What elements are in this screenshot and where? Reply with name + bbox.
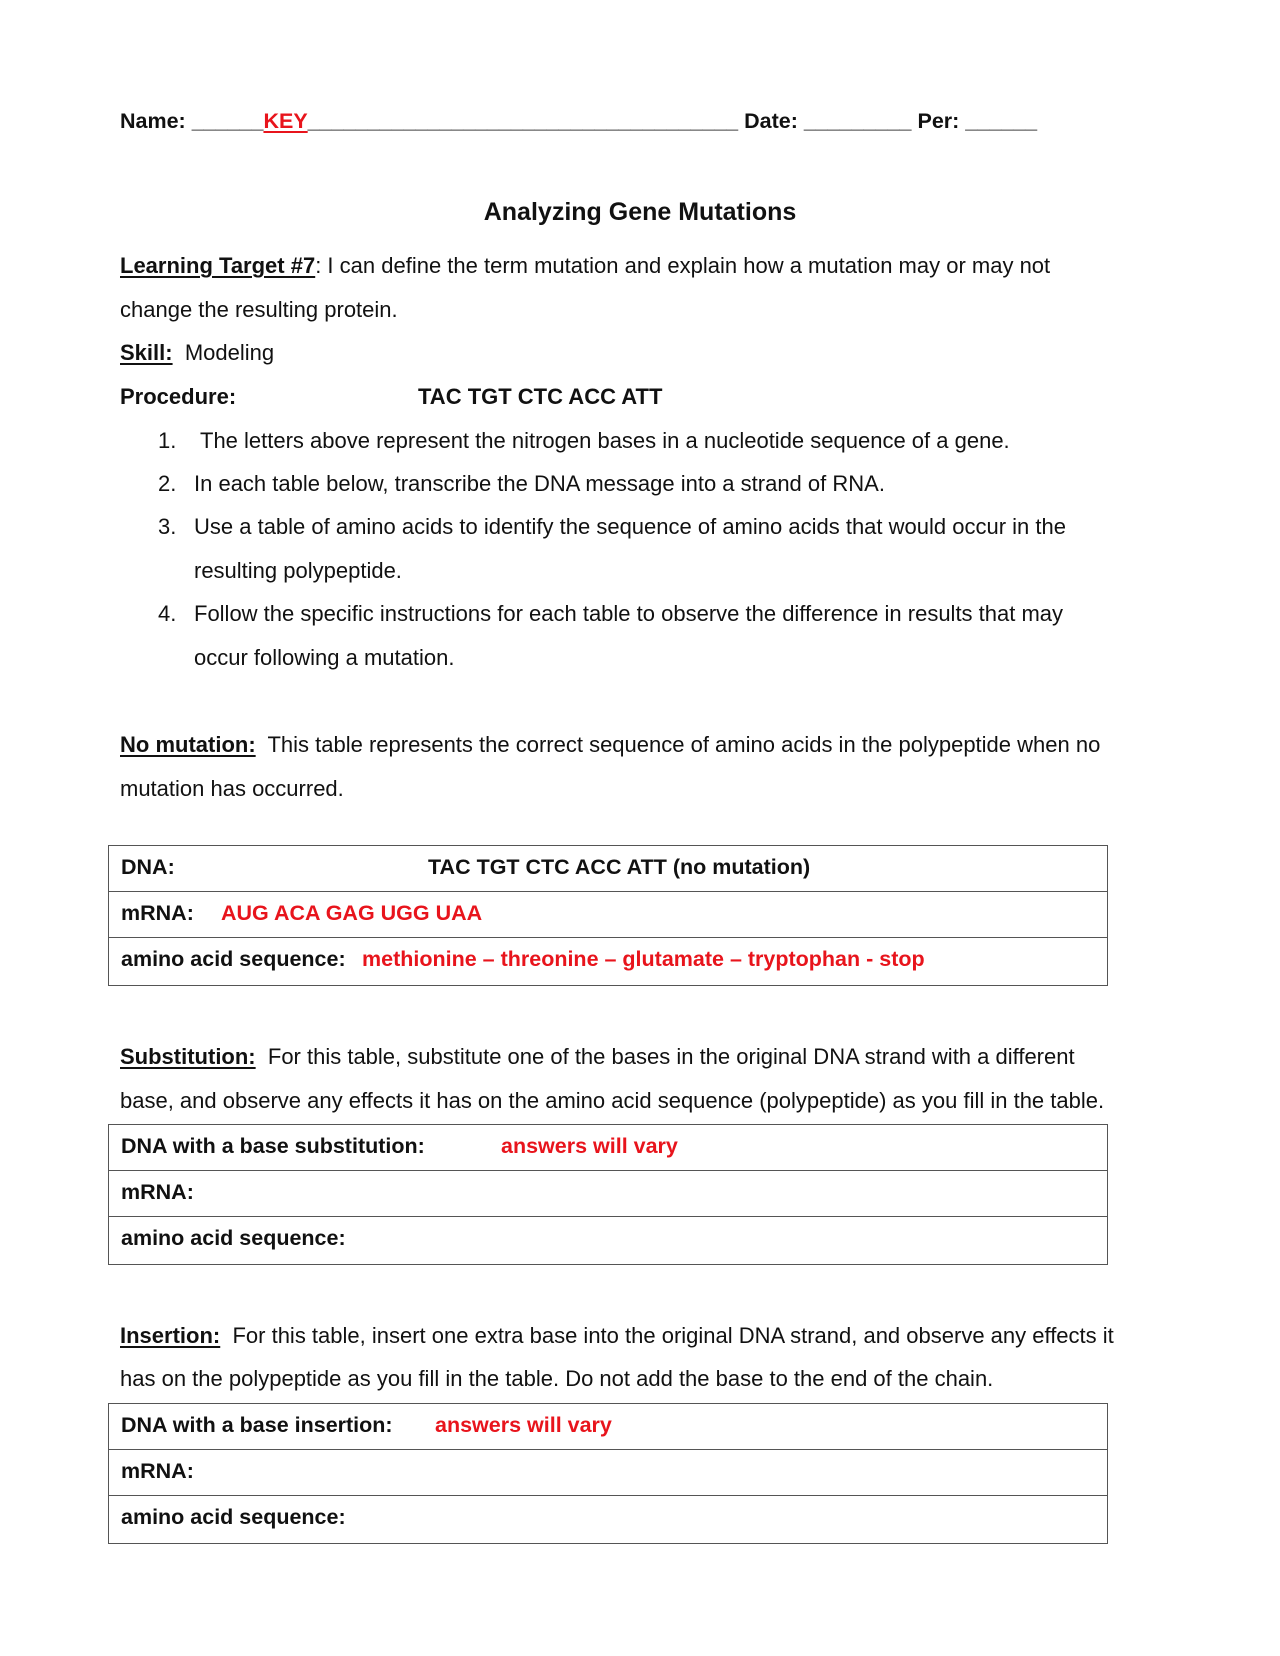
- insertion-aa-row[interactable]: [109, 1496, 1107, 1542]
- substitution-dna-label: DNA with a base substitution:: [121, 1134, 425, 1158]
- step-4-text-2: occur following a mutation.: [194, 645, 455, 670]
- skill-value: Modeling: [184, 340, 275, 365]
- substitution-aa-row[interactable]: [109, 1217, 1107, 1263]
- substitution-mrna-label: mRNA:: [121, 1180, 194, 1204]
- no-mutation-aa-value[interactable]: methionine – threonine – glutamate – tryptophan - stop: [362, 947, 925, 971]
- date-blank[interactable]: _________: [803, 109, 912, 133]
- learning-target-label: Learning Target #7: [120, 253, 316, 278]
- step-2-text: In each table below, transcribe the DNA message into a strand of RNA.: [194, 471, 885, 496]
- step-2-num: 2.: [158, 471, 177, 496]
- name-blank-before: ______: [191, 109, 264, 133]
- no-mutation-mrna-row: [109, 892, 1107, 938]
- no-mutation-mrna-label: mRNA:: [121, 901, 194, 925]
- substitution-label: Substitution:: [120, 1044, 256, 1069]
- no-mutation-table: [108, 845, 1108, 986]
- no-mutation-desc-2: mutation has occurred.: [120, 776, 344, 801]
- insertion-dna-value[interactable]: answers will vary: [435, 1413, 612, 1437]
- substitution-aa-label: amino acid sequence:: [121, 1226, 346, 1250]
- procedure-label: Procedure:: [120, 384, 237, 409]
- substitution-desc-2: base, and observe any effects it has on the amino acid sequence (polypeptide) as you fill in the table.: [120, 1088, 1105, 1113]
- insertion-table: [108, 1403, 1108, 1544]
- no-mutation-aa-label: amino acid sequence:: [121, 947, 346, 971]
- skill-label: Skill:: [120, 340, 173, 365]
- no-mutation-desc-text: This table represents the correct sequence of amino acids in the polypeptide when no: [267, 732, 1101, 757]
- page-title: Analyzing Gene Mutations: [483, 198, 797, 226]
- substitution-desc-text: For this table, substitute one of the bases in the original DNA strand with a different: [267, 1044, 1075, 1069]
- procedure-sequence: TAC TGT CTC ACC ATT: [418, 384, 663, 409]
- name-label: Name:: [120, 109, 186, 133]
- learning-target-text-1: : I can define the term mutation and explain how a mutation may or may not: [315, 253, 1051, 278]
- no-mutation-label: No mutation:: [120, 732, 256, 757]
- insertion-mrna-label: mRNA:: [121, 1459, 194, 1483]
- no-mutation-desc-1: [120, 731, 1100, 759]
- step-3-text-2: resulting polypeptide.: [194, 558, 402, 583]
- no-mutation-dna-value: TAC TGT CTC ACC ATT (no mutation): [428, 855, 811, 879]
- name-value[interactable]: KEY: [263, 109, 308, 133]
- insertion-dna-row: [109, 1404, 1107, 1450]
- learning-target-line1: [120, 252, 1050, 280]
- substitution-desc-1: [120, 1043, 1075, 1071]
- no-mutation-aa-row: [109, 938, 1107, 984]
- insertion-desc-1: [120, 1322, 1114, 1350]
- per-blank[interactable]: ______: [965, 109, 1038, 133]
- date-label: Date:: [744, 109, 798, 133]
- skill-line: [120, 339, 274, 367]
- insertion-dna-label: DNA with a base insertion:: [121, 1413, 393, 1437]
- step-1-num: 1.: [158, 428, 177, 453]
- insertion-mrna-row[interactable]: [109, 1450, 1107, 1496]
- no-mutation-dna-row: [109, 846, 1107, 892]
- step-4-num: 4.: [158, 601, 177, 626]
- insertion-desc-2: has on the polypeptide as you fill in the table. Do not add the base to the end of the chain.: [120, 1366, 994, 1391]
- substitution-mrna-row[interactable]: [109, 1171, 1107, 1217]
- substitution-table: [108, 1124, 1108, 1265]
- step-3-text-1: Use a table of amino acids to identify the sequence of amino acids that would occur in the: [194, 514, 1066, 539]
- per-label: Per:: [917, 109, 960, 133]
- substitution-dna-value[interactable]: answers will vary: [501, 1134, 678, 1158]
- insertion-desc-text: For this table, insert one extra base into the original DNA strand, and observe any effects it: [232, 1323, 1114, 1348]
- substitution-dna-row: [109, 1125, 1107, 1171]
- learning-target-text-2: change the resulting protein.: [120, 297, 398, 322]
- no-mutation-mrna-value[interactable]: AUG ACA GAG UGG UAA: [221, 901, 483, 925]
- header-line: [120, 107, 1037, 135]
- no-mutation-dna-label: DNA:: [121, 855, 175, 879]
- insertion-label: Insertion:: [120, 1323, 221, 1348]
- step-4-text-1: Follow the specific instructions for each table to observe the difference in results that may: [194, 601, 1064, 626]
- step-3-num: 3.: [158, 514, 177, 539]
- step-1-text: The letters above represent the nitrogen bases in a nucleotide sequence of a gene.: [200, 428, 1010, 453]
- insertion-aa-label: amino acid sequence:: [121, 1505, 346, 1529]
- name-blank-after: ____________________________________: [307, 109, 739, 133]
